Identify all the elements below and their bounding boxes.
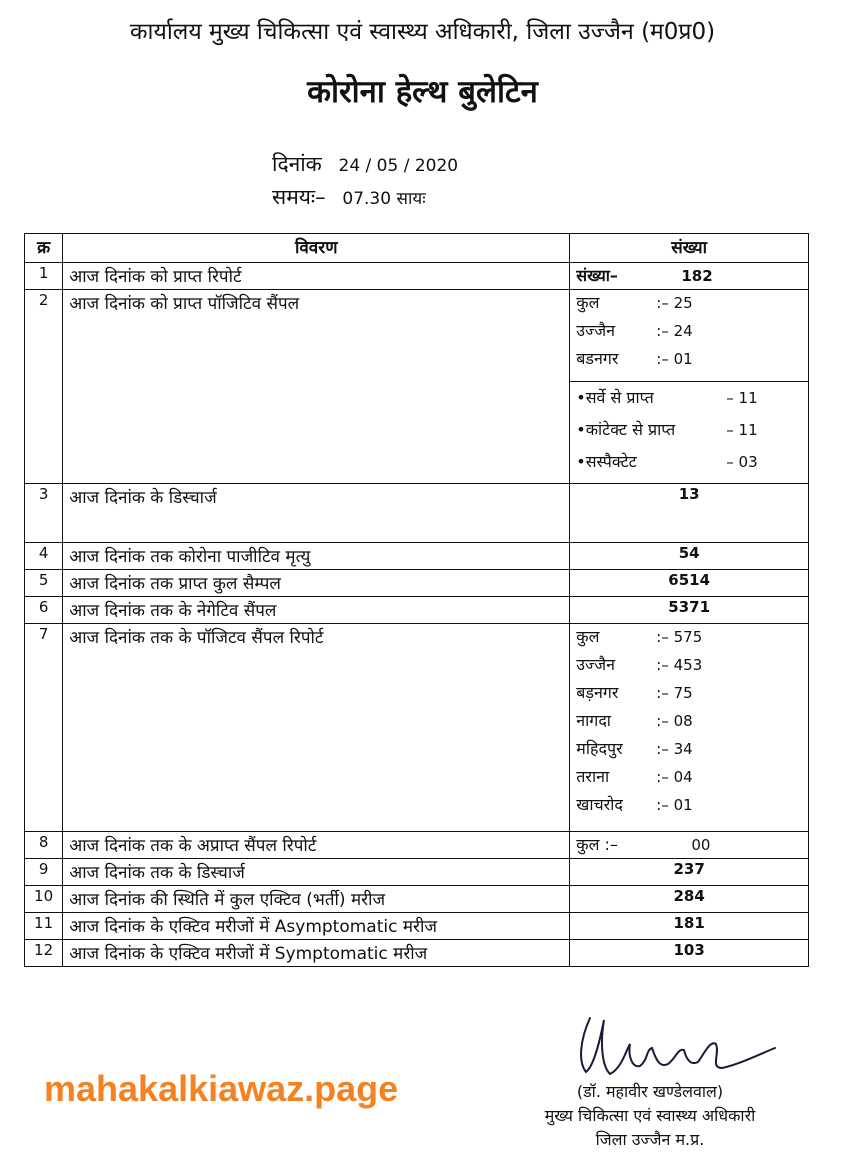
row-description: आज दिनांक तक के नेगेटिव सैंपल xyxy=(63,597,570,624)
row-number: 10 xyxy=(25,886,63,913)
list-item: •सर्वे से प्राप्त – 11 xyxy=(576,388,758,407)
row-description: आज दिनांक के डिस्चार्ज xyxy=(63,484,570,543)
handwritten-signature xyxy=(560,1010,780,1088)
value-label: संख्या– xyxy=(576,266,618,285)
row-value xyxy=(570,624,809,832)
list-item: उज्जैन :– 24 xyxy=(576,321,693,340)
row-value xyxy=(570,832,809,859)
list-item: बडनगर :– 01 xyxy=(576,349,693,368)
list-item: कुल :– 25 xyxy=(576,293,693,312)
col-header-count: संख्या xyxy=(570,234,809,263)
time-label: समयः– xyxy=(272,185,326,209)
row-value: 54 xyxy=(570,543,809,570)
date-line xyxy=(272,150,458,178)
table-row xyxy=(25,886,809,913)
list-item: कुल :– 575 xyxy=(576,627,703,646)
signature-block xyxy=(500,1080,800,1152)
row-number: 6 xyxy=(25,597,63,624)
list-item: नागदा :– 08 xyxy=(576,711,693,730)
office-heading: कार्यालय मुख्य चिकित्सा एवं स्वास्थ्य अधिकारी, जिला उज्जैन (म0प्र0) xyxy=(129,19,716,45)
row-value: 237 xyxy=(570,859,809,886)
table-row xyxy=(25,597,809,624)
row-number: 9 xyxy=(25,859,63,886)
time-value: 07.30 सायः xyxy=(342,189,426,209)
row-description: आज दिनांक के एक्टिव मरीजों में Symptomatic मरीज xyxy=(63,940,570,967)
officer-place: जिला उज्जैन म.प्र. xyxy=(595,1130,705,1149)
table-row xyxy=(25,913,809,940)
row-description: आज दिनांक तक के डिस्चार्ज xyxy=(63,859,570,886)
row-value xyxy=(570,263,809,290)
col-header-serial: क्र xyxy=(25,234,63,263)
list-item: खाचरोद :– 01 xyxy=(576,795,693,814)
list-item: उज्जैन :– 453 xyxy=(576,655,703,674)
row-description: आज दिनांक के एक्टिव मरीजों में Asymptomatic मरीज xyxy=(63,913,570,940)
table-row xyxy=(25,570,809,597)
list-item: तराना :– 04 xyxy=(576,767,693,786)
row-description: आज दिनांक को प्राप्त पॉजिटिव सैंपल xyxy=(63,290,570,484)
row-number: 5 xyxy=(25,570,63,597)
list-item: महिदपुर :– 34 xyxy=(576,739,693,758)
table-header-row xyxy=(25,234,809,263)
table-row xyxy=(25,832,809,859)
row-description: आज दिनांक तक कोरोना पाजीटिव मृत्यु xyxy=(63,543,570,570)
table-row xyxy=(25,940,809,967)
time-line xyxy=(272,183,426,211)
row-number: 4 xyxy=(25,543,63,570)
row-description: आज दिनांक तक के पॉजिटव सैंपल रिपोर्ट xyxy=(63,624,570,832)
row-number: 11 xyxy=(25,913,63,940)
row-number: 8 xyxy=(25,832,63,859)
row-number: 1 xyxy=(25,263,63,290)
table-row xyxy=(25,859,809,886)
officer-name: (डॉ. महावीर खण्डेलवाल) xyxy=(576,1082,724,1101)
row-number: 3 xyxy=(25,484,63,543)
bulletin-table xyxy=(24,233,809,967)
row-description: आज दिनांक की स्थिति में कुल एक्टिव (भर्ती) मरीज xyxy=(63,886,570,913)
list-item: बड़नगर :– 75 xyxy=(576,683,693,702)
value-label: कुल :– xyxy=(576,835,618,854)
row-value xyxy=(570,290,809,484)
row-number: 7 xyxy=(25,624,63,832)
officer-designation: मुख्य चिकित्सा एवं स्वास्थ्य अधिकारी xyxy=(544,1106,756,1125)
table-row xyxy=(25,290,809,484)
row-value: 181 xyxy=(570,913,809,940)
date-value: 24 / 05 / 2020 xyxy=(338,156,459,176)
table-row xyxy=(25,624,809,832)
list-item: •सस्पैक्टेट – 03 xyxy=(576,452,758,471)
row-value: 103 xyxy=(570,940,809,967)
row-value: 284 xyxy=(570,886,809,913)
bulletin-title: कोरोना हेल्थ बुलेटिन xyxy=(307,74,538,110)
row-value: 6514 xyxy=(570,570,809,597)
table-row xyxy=(25,484,809,543)
source-breakdown xyxy=(570,381,808,482)
list-item: •कांटेक्ट से प्राप्त – 11 xyxy=(576,420,758,439)
row-value: 5371 xyxy=(570,597,809,624)
table-row xyxy=(25,543,809,570)
row-number: 2 xyxy=(25,290,63,484)
row-description: आज दिनांक को प्राप्त रिपोर्ट xyxy=(63,263,570,290)
row-description: आज दिनांक तक प्राप्त कुल सैम्पल xyxy=(63,570,570,597)
watermark-text: mahakalkiawaz.page xyxy=(44,1068,399,1109)
col-header-description: विवरण xyxy=(63,234,570,263)
row-number: 12 xyxy=(25,940,63,967)
row-value: 13 xyxy=(570,484,809,543)
date-label: दिनांक xyxy=(272,152,322,176)
value-number: 00 xyxy=(691,836,711,854)
table-row xyxy=(25,263,809,290)
value-number: 182 xyxy=(681,267,713,285)
row-description: आज दिनांक तक के अप्राप्त सैंपल रिपोर्ट xyxy=(63,832,570,859)
